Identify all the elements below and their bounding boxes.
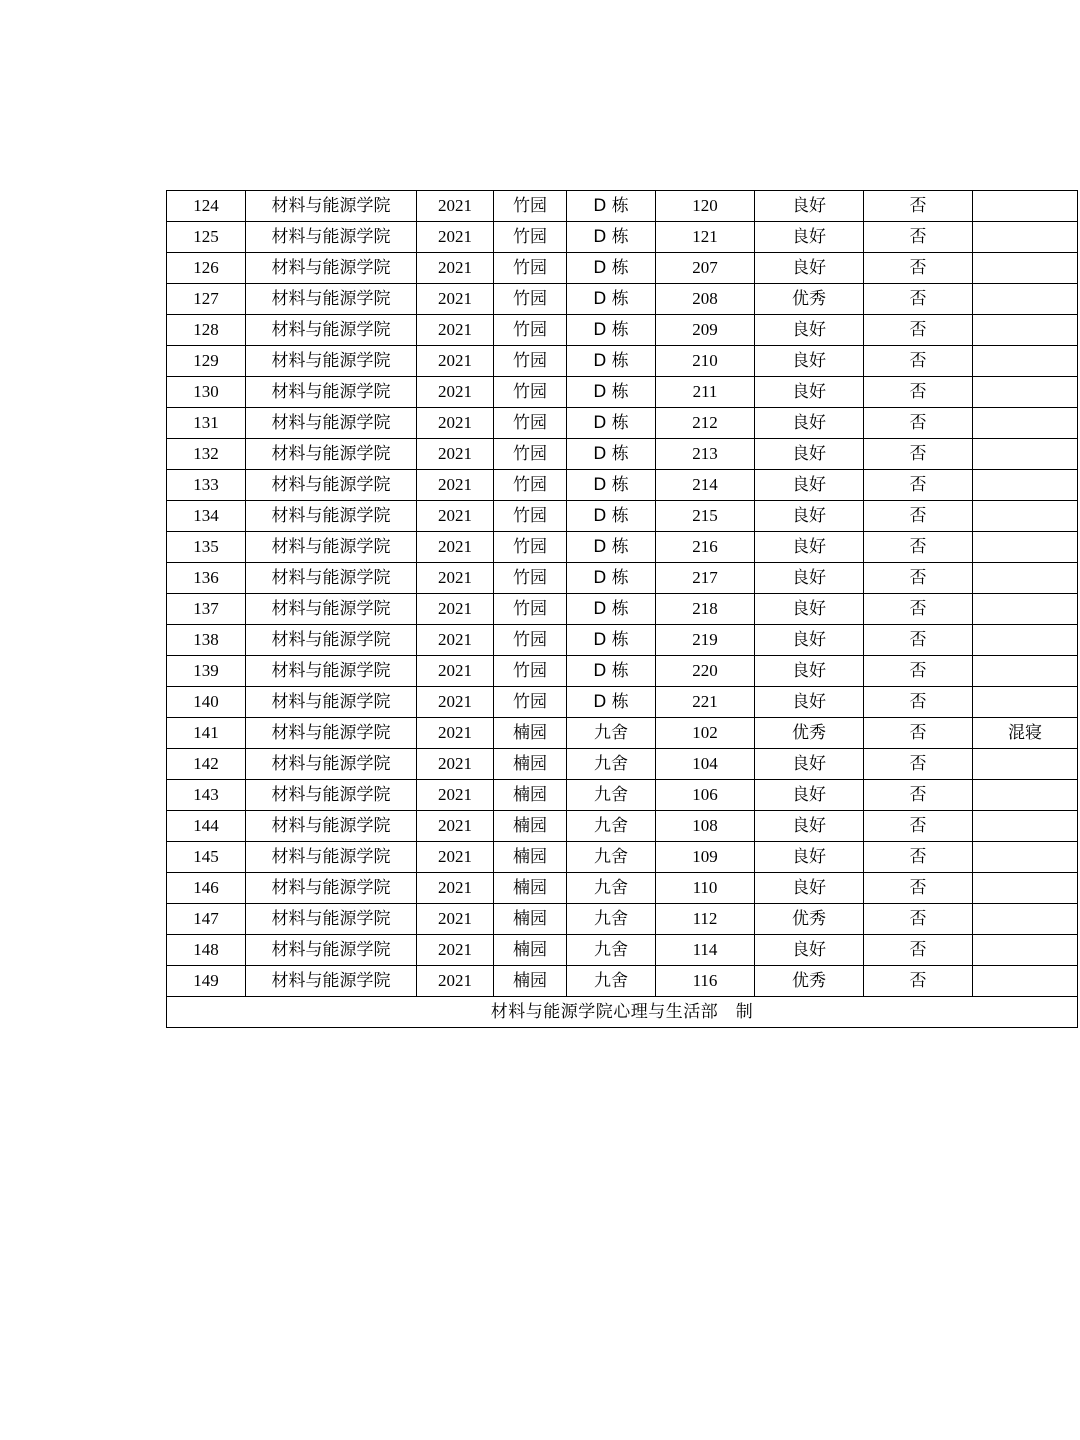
cell-college: 材料与能源学院 [246,191,417,222]
cell-room: 109 [656,842,755,873]
cell-index: 141 [167,718,246,749]
cell-year: 2021 [417,656,494,687]
cell-college: 材料与能源学院 [246,222,417,253]
cell-year: 2021 [417,315,494,346]
cell-note [973,191,1078,222]
cell-college: 材料与能源学院 [246,315,417,346]
cell-zone: 楠园 [494,780,567,811]
cell-rectified: 否 [864,439,973,470]
table-body [167,191,1078,1028]
cell-year: 2021 [417,966,494,997]
cell-college: 材料与能源学院 [246,408,417,439]
cell-year: 2021 [417,811,494,842]
cell-room: 102 [656,718,755,749]
cell-college: 材料与能源学院 [246,842,417,873]
cell-grade: 良好 [755,842,864,873]
cell-room: 221 [656,687,755,718]
cell-index: 149 [167,966,246,997]
cell-college: 材料与能源学院 [246,346,417,377]
cell-index: 128 [167,315,246,346]
cell-grade: 良好 [755,191,864,222]
cell-rectified: 否 [864,284,973,315]
cell-rectified: 否 [864,687,973,718]
cell-college: 材料与能源学院 [246,253,417,284]
cell-grade: 优秀 [755,284,864,315]
dormitory-evaluation-table [166,190,1078,1028]
table-row [167,470,1078,501]
cell-note [973,656,1078,687]
cell-note: 混寝 [973,718,1078,749]
cell-index: 134 [167,501,246,532]
cell-room: 217 [656,563,755,594]
cell-year: 2021 [417,873,494,904]
cell-college: 材料与能源学院 [246,563,417,594]
cell-index: 126 [167,253,246,284]
cell-zone: 楠园 [494,842,567,873]
cell-year: 2021 [417,935,494,966]
table-row [167,780,1078,811]
cell-grade: 良好 [755,780,864,811]
cell-room: 108 [656,811,755,842]
cell-rectified: 否 [864,811,973,842]
cell-note [973,315,1078,346]
cell-index: 138 [167,625,246,656]
table-row [167,191,1078,222]
cell-building: 九舍 [567,904,656,935]
cell-index: 125 [167,222,246,253]
cell-grade: 良好 [755,749,864,780]
table-row [167,625,1078,656]
cell-zone: 竹园 [494,284,567,315]
cell-room: 208 [656,284,755,315]
cell-college: 材料与能源学院 [246,718,417,749]
cell-note [973,501,1078,532]
cell-note [973,532,1078,563]
cell-note [973,377,1078,408]
cell-building: D 栋 [567,222,656,253]
cell-note [973,749,1078,780]
cell-building: D 栋 [567,377,656,408]
table-row [167,718,1078,749]
cell-college: 材料与能源学院 [246,780,417,811]
cell-note [973,966,1078,997]
dormitory-evaluation-table-wrapper [166,190,1042,1028]
cell-building: D 栋 [567,439,656,470]
cell-zone: 竹园 [494,687,567,718]
cell-grade: 良好 [755,346,864,377]
cell-zone: 竹园 [494,470,567,501]
table-row [167,811,1078,842]
cell-year: 2021 [417,408,494,439]
cell-grade: 良好 [755,873,864,904]
cell-rectified: 否 [864,315,973,346]
cell-building: D 栋 [567,346,656,377]
cell-building: 九舍 [567,842,656,873]
cell-index: 146 [167,873,246,904]
cell-room: 114 [656,935,755,966]
cell-building: D 栋 [567,284,656,315]
cell-year: 2021 [417,904,494,935]
cell-building: 九舍 [567,935,656,966]
cell-building: D 栋 [567,532,656,563]
cell-rectified: 否 [864,594,973,625]
cell-note [973,222,1078,253]
cell-room: 218 [656,594,755,625]
cell-year: 2021 [417,718,494,749]
cell-grade: 良好 [755,811,864,842]
cell-room: 110 [656,873,755,904]
cell-note [973,439,1078,470]
table-row [167,377,1078,408]
table-row [167,687,1078,718]
cell-grade: 优秀 [755,904,864,935]
cell-building: 九舍 [567,811,656,842]
cell-zone: 竹园 [494,439,567,470]
cell-room: 207 [656,253,755,284]
cell-index: 131 [167,408,246,439]
cell-room: 213 [656,439,755,470]
cell-building: D 栋 [567,563,656,594]
cell-college: 材料与能源学院 [246,935,417,966]
cell-index: 137 [167,594,246,625]
table-row [167,501,1078,532]
cell-note [973,780,1078,811]
cell-year: 2021 [417,749,494,780]
table-row [167,594,1078,625]
cell-year: 2021 [417,842,494,873]
cell-index: 129 [167,346,246,377]
cell-zone: 竹园 [494,377,567,408]
table-row [167,563,1078,594]
cell-rectified: 否 [864,873,973,904]
cell-building: D 栋 [567,470,656,501]
cell-college: 材料与能源学院 [246,749,417,780]
cell-grade: 良好 [755,656,864,687]
cell-rectified: 否 [864,718,973,749]
cell-rectified: 否 [864,532,973,563]
cell-note [973,408,1078,439]
cell-year: 2021 [417,687,494,718]
cell-index: 144 [167,811,246,842]
cell-rectified: 否 [864,501,973,532]
table-footer-row [167,997,1078,1028]
cell-college: 材料与能源学院 [246,284,417,315]
cell-grade: 良好 [755,687,864,718]
cell-note [973,935,1078,966]
cell-year: 2021 [417,563,494,594]
cell-index: 132 [167,439,246,470]
cell-grade: 良好 [755,501,864,532]
cell-index: 140 [167,687,246,718]
cell-index: 133 [167,470,246,501]
cell-room: 214 [656,470,755,501]
cell-zone: 竹园 [494,501,567,532]
cell-building: D 栋 [567,408,656,439]
table-row [167,253,1078,284]
cell-note [973,253,1078,284]
cell-rectified: 否 [864,966,973,997]
cell-note [973,470,1078,501]
cell-college: 材料与能源学院 [246,656,417,687]
cell-year: 2021 [417,780,494,811]
cell-building: D 栋 [567,594,656,625]
cell-building: D 栋 [567,687,656,718]
cell-grade: 优秀 [755,718,864,749]
table-row [167,873,1078,904]
cell-rectified: 否 [864,904,973,935]
cell-room: 121 [656,222,755,253]
cell-grade: 良好 [755,935,864,966]
cell-grade: 良好 [755,532,864,563]
cell-building: D 栋 [567,501,656,532]
cell-index: 142 [167,749,246,780]
cell-note [973,687,1078,718]
cell-zone: 竹园 [494,253,567,284]
cell-building: D 栋 [567,315,656,346]
cell-college: 材料与能源学院 [246,625,417,656]
cell-zone: 竹园 [494,191,567,222]
table-row [167,222,1078,253]
cell-room: 210 [656,346,755,377]
cell-index: 124 [167,191,246,222]
cell-year: 2021 [417,284,494,315]
cell-room: 112 [656,904,755,935]
cell-year: 2021 [417,625,494,656]
cell-note [973,873,1078,904]
cell-room: 211 [656,377,755,408]
cell-zone: 楠园 [494,749,567,780]
cell-room: 220 [656,656,755,687]
cell-college: 材料与能源学院 [246,811,417,842]
cell-grade: 良好 [755,222,864,253]
cell-index: 139 [167,656,246,687]
cell-note [973,346,1078,377]
cell-zone: 竹园 [494,563,567,594]
cell-grade: 良好 [755,594,864,625]
cell-note [973,594,1078,625]
cell-index: 148 [167,935,246,966]
cell-grade: 良好 [755,625,864,656]
cell-college: 材料与能源学院 [246,687,417,718]
cell-college: 材料与能源学院 [246,966,417,997]
cell-note [973,811,1078,842]
cell-college: 材料与能源学院 [246,873,417,904]
cell-grade: 良好 [755,315,864,346]
cell-building: 九舍 [567,749,656,780]
cell-zone: 楠园 [494,811,567,842]
cell-rectified: 否 [864,842,973,873]
cell-year: 2021 [417,439,494,470]
cell-rectified: 否 [864,253,973,284]
table-row [167,315,1078,346]
cell-grade: 良好 [755,563,864,594]
cell-room: 215 [656,501,755,532]
cell-college: 材料与能源学院 [246,470,417,501]
cell-zone: 楠园 [494,718,567,749]
cell-college: 材料与能源学院 [246,532,417,563]
cell-college: 材料与能源学院 [246,904,417,935]
cell-room: 106 [656,780,755,811]
table-row [167,935,1078,966]
cell-room: 116 [656,966,755,997]
table-row [167,749,1078,780]
cell-rectified: 否 [864,470,973,501]
table-row [167,904,1078,935]
cell-index: 145 [167,842,246,873]
cell-grade: 优秀 [755,966,864,997]
cell-index: 130 [167,377,246,408]
cell-grade: 良好 [755,439,864,470]
cell-rectified: 否 [864,625,973,656]
cell-year: 2021 [417,191,494,222]
cell-zone: 竹园 [494,532,567,563]
cell-rectified: 否 [864,191,973,222]
table-row [167,346,1078,377]
cell-zone: 竹园 [494,656,567,687]
cell-year: 2021 [417,346,494,377]
cell-zone: 楠园 [494,935,567,966]
cell-room: 219 [656,625,755,656]
cell-building: 九舍 [567,780,656,811]
cell-year: 2021 [417,501,494,532]
cell-room: 216 [656,532,755,563]
cell-year: 2021 [417,253,494,284]
cell-building: D 栋 [567,656,656,687]
cell-index: 127 [167,284,246,315]
footer-note: 材料与能源学院心理与生活部 制 [167,997,1078,1028]
cell-building: 九舍 [567,718,656,749]
cell-building: D 栋 [567,191,656,222]
table-row [167,408,1078,439]
cell-room: 104 [656,749,755,780]
cell-rectified: 否 [864,377,973,408]
cell-room: 209 [656,315,755,346]
cell-college: 材料与能源学院 [246,501,417,532]
cell-building: D 栋 [567,253,656,284]
table-row [167,532,1078,563]
table-row [167,656,1078,687]
cell-grade: 良好 [755,408,864,439]
cell-zone: 楠园 [494,873,567,904]
cell-note [973,842,1078,873]
table-row [167,439,1078,470]
cell-rectified: 否 [864,563,973,594]
cell-index: 136 [167,563,246,594]
table-row [167,842,1078,873]
cell-zone: 竹园 [494,222,567,253]
cell-grade: 良好 [755,253,864,284]
cell-year: 2021 [417,222,494,253]
cell-year: 2021 [417,594,494,625]
cell-room: 212 [656,408,755,439]
cell-note [973,563,1078,594]
cell-building: 九舍 [567,966,656,997]
cell-rectified: 否 [864,408,973,439]
cell-rectified: 否 [864,780,973,811]
cell-zone: 竹园 [494,315,567,346]
cell-building: D 栋 [567,625,656,656]
cell-room: 120 [656,191,755,222]
cell-zone: 竹园 [494,346,567,377]
cell-year: 2021 [417,377,494,408]
cell-rectified: 否 [864,346,973,377]
cell-rectified: 否 [864,935,973,966]
cell-grade: 良好 [755,470,864,501]
cell-note [973,625,1078,656]
cell-college: 材料与能源学院 [246,439,417,470]
table-row [167,284,1078,315]
cell-college: 材料与能源学院 [246,594,417,625]
cell-index: 147 [167,904,246,935]
cell-year: 2021 [417,470,494,501]
cell-building: 九舍 [567,873,656,904]
cell-zone: 竹园 [494,594,567,625]
cell-index: 135 [167,532,246,563]
cell-grade: 良好 [755,377,864,408]
cell-zone: 楠园 [494,904,567,935]
cell-index: 143 [167,780,246,811]
cell-rectified: 否 [864,656,973,687]
cell-zone: 竹园 [494,408,567,439]
table-row [167,966,1078,997]
cell-rectified: 否 [864,749,973,780]
cell-rectified: 否 [864,222,973,253]
cell-note [973,284,1078,315]
cell-college: 材料与能源学院 [246,377,417,408]
cell-zone: 楠园 [494,966,567,997]
cell-year: 2021 [417,532,494,563]
cell-note [973,904,1078,935]
cell-zone: 竹园 [494,625,567,656]
